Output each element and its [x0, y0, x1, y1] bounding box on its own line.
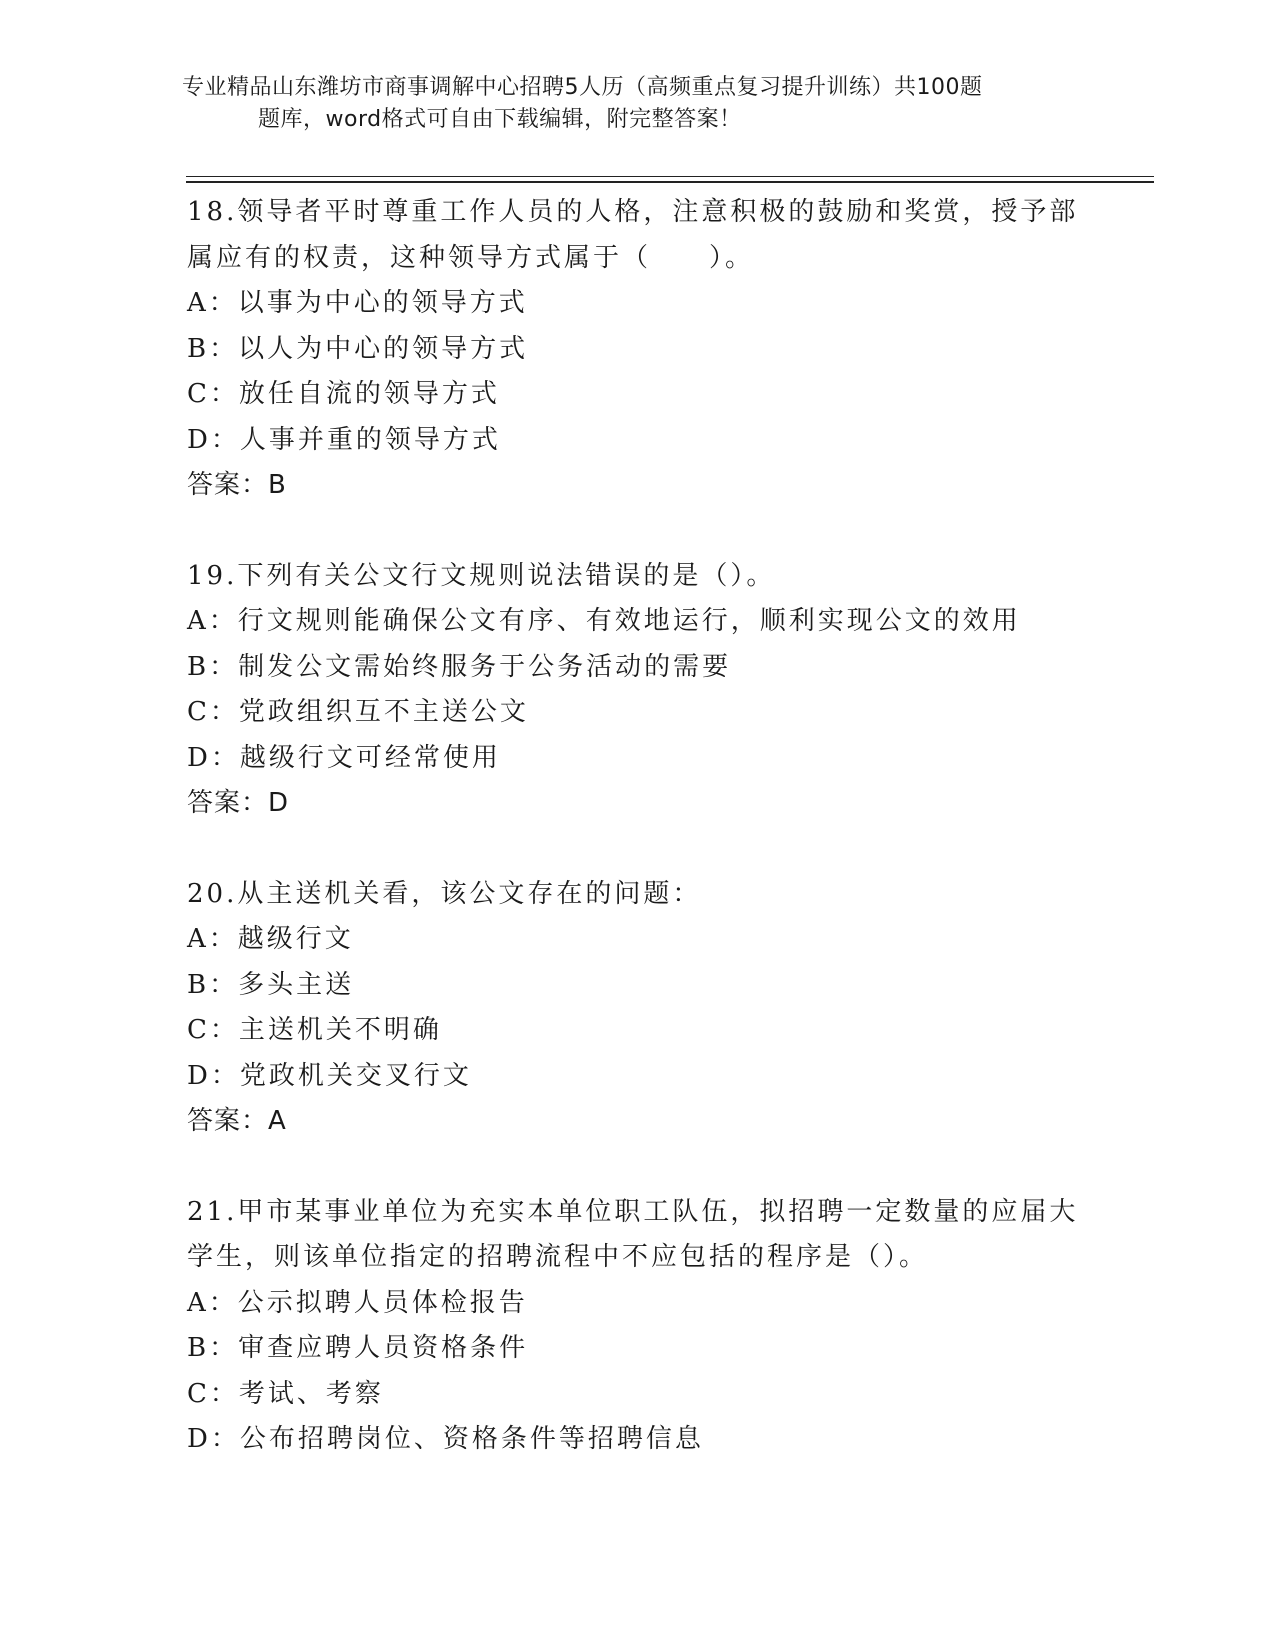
question-21	[187, 1190, 1087, 1463]
option-a: A：越级行文	[187, 924, 354, 954]
question-stem: 18.领导者平时尊重工作人员的人格，注意积极的鼓励和奖赏，授予部	[187, 197, 1079, 227]
option-d: D：人事并重的领导方式	[187, 424, 501, 455]
option-c: C：考试、考察	[187, 1378, 384, 1409]
question-stem: 20.从主送机关看，该公文存在的问题：	[187, 878, 702, 909]
question-19	[187, 554, 1087, 827]
option-c: C：党政组织互不主送公文	[187, 697, 529, 727]
question-18	[187, 190, 1087, 509]
option-d: D：公布招聘岗位、资格条件等招聘信息	[187, 1424, 704, 1454]
answer: 答案：B	[187, 470, 287, 500]
header-rule-thick	[186, 181, 1154, 183]
question-stem: 学生，则该单位指定的招聘流程中不应包括的程序是（）。	[187, 1242, 929, 1272]
option-c: C：放任自流的领导方式	[187, 379, 500, 409]
option-b: B：以人为中心的领导方式	[187, 333, 529, 364]
answer: 答案：D	[187, 788, 290, 818]
option-d: D：越级行文可经常使用	[187, 742, 501, 773]
header-line-2: 题库，word格式可自由下载编辑，附完整答案！	[258, 107, 742, 132]
question-stem: 19.下列有关公文行文规则说法错误的是（）。	[187, 560, 776, 591]
option-d: D：党政机关交叉行文	[187, 1060, 472, 1091]
option-a: A：以事为中心的领导方式	[187, 288, 528, 318]
option-c: C：主送机关不明确	[187, 1015, 442, 1045]
option-a: A：行文规则能确保公文有序、有效地运行，顺利实现公文的效用	[187, 606, 1021, 636]
question-stem: 属应有的权责，这种领导方式属于（ ）。	[187, 242, 755, 273]
header-line-1: 专业精品山东潍坊市商事调解中心招聘5人历（高频重点复习提升训练）共100题	[182, 75, 983, 100]
option-b: B：制发公文需始终服务于公务活动的需要	[187, 651, 732, 682]
document-header	[182, 72, 1082, 136]
header-rule-thin	[186, 176, 1154, 177]
question-list	[187, 190, 1087, 1508]
option-a: A：公示拟聘人员体检报告	[187, 1287, 528, 1318]
option-b: B：审查应聘人员资格条件	[187, 1333, 529, 1363]
option-b: B：多头主送	[187, 969, 355, 1000]
answer: 答案：A	[187, 1106, 287, 1136]
question-20	[187, 872, 1087, 1145]
question-stem: 21.甲市某事业单位为充实本单位职工队伍，拟招聘一定数量的应届大	[187, 1196, 1079, 1227]
